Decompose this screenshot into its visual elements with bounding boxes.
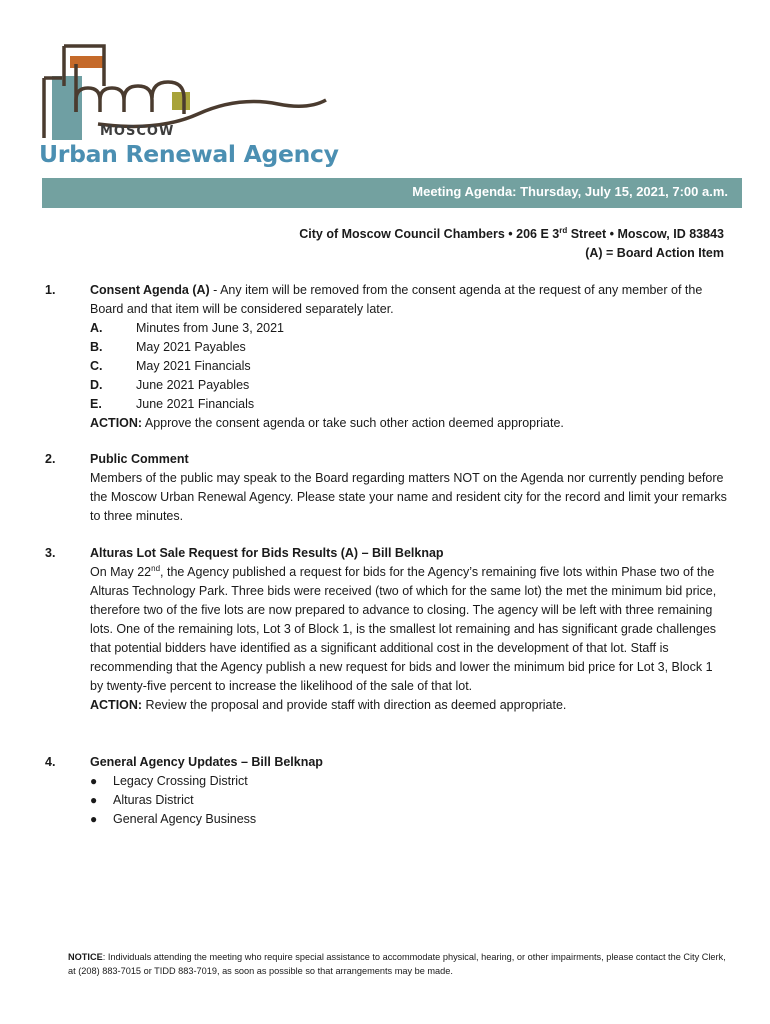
accessibility-notice: [68, 950, 733, 978]
action-text: Review the proposal and provide staff with direction as deemed appropriate.: [142, 698, 567, 712]
sub-item: [90, 395, 727, 414]
bullet-text: Legacy Crossing District: [113, 774, 248, 788]
logo-olive-block: [172, 92, 190, 110]
agenda-item-consent: [45, 281, 727, 433]
notice-text: : Individuals attending the meeting who require special assistance to accommodate physical, hearing, or other impairments, please contact the City Clerk, at (208) 883-7015 or TIDD 883-7019, as soon as possible so that arrangements may be made.: [68, 952, 726, 976]
item-body-pre: On May 22: [90, 565, 152, 579]
logo-wave: [98, 100, 326, 126]
item-content: [90, 450, 727, 526]
bullet-text: Alturas District: [113, 793, 194, 807]
location-pre: City of Moscow Council Chambers • 206 E 3: [299, 227, 560, 241]
location-sup: rd: [559, 225, 568, 235]
bullet-text: General Agency Business: [113, 812, 257, 826]
bullet-icon: ●: [90, 793, 98, 807]
bullet-icon: ●: [90, 774, 98, 788]
item-action: [90, 696, 727, 715]
logo-agency-name: Urban Renewal Agency: [39, 140, 339, 168]
sub-item: [90, 319, 727, 338]
action-legend: (A) = Board Action Item: [585, 246, 724, 260]
action-label: ACTION:: [90, 698, 143, 712]
item-content: [90, 281, 727, 433]
sub-item-text: Minutes from June 3, 2021: [136, 321, 284, 335]
bullet-icon: ●: [90, 812, 98, 826]
item-number: 1.: [45, 283, 56, 297]
location-block: [299, 225, 724, 263]
location-line: [299, 225, 724, 244]
item-action: [90, 414, 727, 433]
item-title: Public Comment: [90, 452, 189, 466]
sub-item: [90, 357, 727, 376]
sub-item-text: May 2021 Financials: [136, 359, 251, 373]
item-content: [90, 544, 727, 715]
item-intro: [90, 281, 727, 319]
list-item: [90, 810, 727, 829]
action-label: ACTION:: [90, 416, 143, 430]
location-post: Street • Moscow, ID 83843: [567, 227, 724, 241]
item-content: [90, 753, 727, 829]
meeting-banner: Meeting Agenda: Thursday, July 15, 2021, 7:00 a.m.: [42, 178, 742, 208]
item-number: 3.: [45, 546, 56, 560]
sub-item: [90, 376, 727, 395]
action-text: Approve the consent agenda or take such other action deemed appropriate.: [142, 416, 564, 430]
sub-item-text: June 2021 Financials: [136, 397, 255, 411]
item-body: [90, 563, 727, 696]
item-number: 4.: [45, 755, 56, 769]
sub-item-letter: D.: [90, 378, 103, 392]
item-body-post: , the Agency published a request for bids for the Agency’s remaining five lots within Phase two of the Alturas Technology Park. Three bids were received (two of which for the same lot) the met the minimum bid price, therefore two of the five lots are now prepared to advance to closing. The agency will be left with three remaining lots. One of the remaining lots, Lot 3 of Block 1, is the smallest lot remaining and has significant grade challenges that potential bidders have identified as a significant additional cost in the development of that lot. Staff is recommending that the Agency publish a new request for bids and lower the minimum bid price for Lot 3, Block 1 by twenty-five percent to increase the likelihood of the sale of that lot.: [90, 565, 717, 693]
logo-arches: [76, 82, 184, 114]
notice-label: NOTICE: [68, 952, 103, 962]
item-title: General Agency Updates – Bill Belknap: [90, 755, 323, 769]
sub-item-letter: B.: [90, 340, 103, 354]
item-body-sup: nd: [151, 563, 161, 573]
item-title: Consent Agenda (A): [90, 283, 210, 297]
item-title: Alturas Lot Sale Request for Bids Results (A) – Bill Belknap: [90, 546, 444, 560]
agenda-item-general-updates: [45, 753, 727, 829]
sub-item: [90, 338, 727, 357]
sub-item-letter: A.: [90, 321, 103, 335]
list-item: [90, 791, 727, 810]
item-intro-text: - Any item will be removed from the consent agenda at the request of any member of the Board and that item will be considered separately later.: [90, 283, 703, 316]
item-number: 2.: [45, 452, 56, 466]
sub-item-text: June 2021 Payables: [136, 378, 250, 392]
agenda-item-public-comment: [45, 450, 727, 526]
item-body: Members of the public may speak to the Board regarding matters NOT on the Agenda nor currently pending before the Moscow Urban Renewal Agency. Please state your name and resident city for the record and limit your remarks to three minutes.: [90, 471, 727, 523]
sub-item-letter: C.: [90, 359, 103, 373]
list-item: [90, 772, 727, 791]
sub-item-text: May 2021 Payables: [136, 340, 246, 354]
agenda-item-alturas-lot-sale: [45, 544, 727, 715]
sub-item-letter: E.: [90, 397, 102, 411]
logo-moscow-text: MOSCOW: [100, 124, 175, 139]
